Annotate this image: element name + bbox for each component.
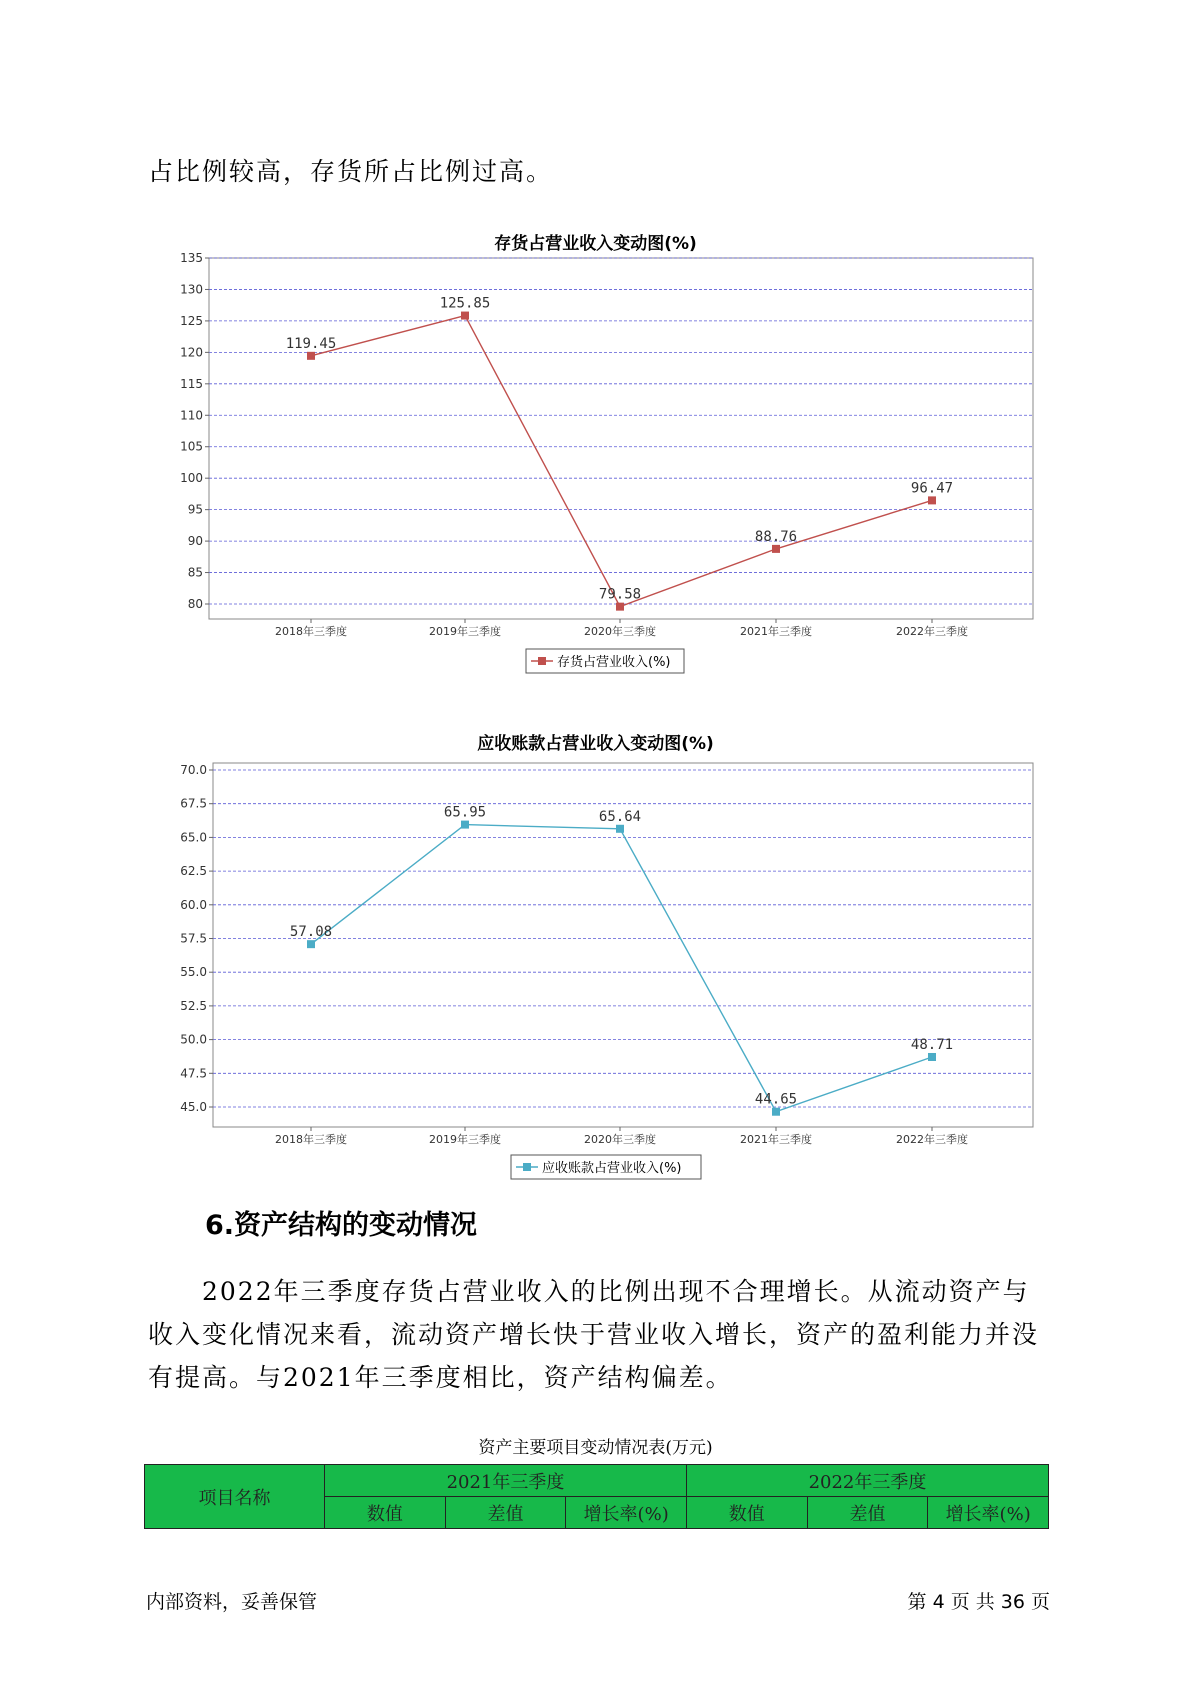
- growth-header: 增长率(%): [928, 1497, 1049, 1529]
- y-tick-label: 100: [180, 471, 203, 486]
- inventory-chart-title: 存货占营业收入变动图(%): [494, 234, 697, 254]
- y-tick-label: 47.5: [180, 1066, 207, 1081]
- period-header-2021: 2021年三季度: [325, 1465, 687, 1497]
- y-tick-label: 52.5: [180, 998, 207, 1013]
- y-tick-label: 80: [187, 597, 203, 611]
- data-label: 125.85: [439, 295, 491, 312]
- y-tick-label: 130: [180, 282, 203, 297]
- y-tick-label: 67.5: [180, 796, 207, 811]
- data-label: 65.64: [598, 808, 642, 825]
- data-point: [772, 1108, 780, 1116]
- y-tick-label: 50.0: [180, 1032, 207, 1047]
- x-tick-label: 2020年三季度: [584, 1133, 656, 1146]
- data-point: [307, 940, 315, 948]
- page-number: 第 4 页 共 36 页: [907, 1591, 1050, 1613]
- data-point: [461, 821, 469, 829]
- period-header-2022: 2022年三季度: [686, 1465, 1048, 1497]
- data-label: 79.58: [598, 586, 642, 603]
- x-tick-label: 2021年三季度: [740, 625, 812, 638]
- x-tick-label: 2019年三季度: [429, 1133, 501, 1146]
- legend-marker: [523, 1163, 531, 1171]
- y-tick-label: 105: [180, 439, 203, 454]
- data-label: 57.08: [289, 924, 333, 941]
- y-tick-label: 65.0: [180, 830, 207, 845]
- growth-header: 增长率(%): [566, 1497, 687, 1529]
- data-label: 44.65: [754, 1091, 798, 1108]
- value-header: 数值: [325, 1497, 446, 1529]
- body-paragraph: 2022年三季度存货占营业收入的比例出现不合理增长。从流动资产与收入变化情况来看，流动资产增长快于营业收入增长，资产的盈利能力并没有提高。与2021年三季度相比，资产结构偏差。: [148, 1277, 1040, 1392]
- item-name-header: 项目名称: [145, 1465, 325, 1529]
- data-point: [616, 825, 624, 833]
- y-tick-label: 85: [187, 565, 203, 580]
- value-header: 数值: [686, 1497, 807, 1529]
- x-tick-label: 2019年三季度: [429, 625, 501, 638]
- asset-change-table: [144, 1464, 1049, 1529]
- x-tick-label: 2022年三季度: [896, 625, 968, 638]
- data-label: 65.95: [443, 804, 487, 821]
- y-tick-label: 95: [187, 502, 203, 517]
- x-tick-label: 2022年三季度: [896, 1133, 968, 1146]
- y-tick-label: 70.0: [180, 763, 207, 777]
- y-tick-label: 115: [180, 376, 203, 391]
- y-tick-label: 62.5: [180, 864, 207, 879]
- diff-header: 差值: [445, 1497, 566, 1529]
- y-tick-label: 60.0: [180, 897, 207, 912]
- intro-line: 占比例较高，存货所占比例过高。: [148, 157, 554, 186]
- y-tick-label: 55.0: [180, 965, 207, 980]
- legend-label: 存货占营业收入(%): [557, 655, 671, 670]
- y-tick-label: 57.5: [180, 931, 207, 946]
- table-caption: 资产主要项目变动情况表(万元): [478, 1438, 713, 1458]
- y-tick-label: 45.0: [180, 1100, 207, 1114]
- data-label: 88.76: [754, 528, 798, 545]
- x-tick-label: 2018年三季度: [275, 1133, 347, 1146]
- y-tick-label: 120: [180, 345, 203, 360]
- data-label: 48.71: [910, 1036, 954, 1053]
- data-label: 96.47: [910, 480, 954, 497]
- x-tick-label: 2021年三季度: [740, 1133, 812, 1146]
- footer-left: 内部资料，妥善保管: [146, 1591, 318, 1613]
- y-tick-label: 125: [180, 313, 203, 328]
- y-tick-label: 135: [180, 251, 203, 265]
- y-tick-label: 110: [180, 408, 203, 423]
- data-label: 119.45: [285, 335, 337, 352]
- data-point: [928, 1053, 936, 1061]
- y-tick-label: 90: [187, 534, 203, 549]
- receivables-chart-title: 应收账款占营业收入变动图(%): [477, 734, 714, 754]
- diff-header: 差值: [807, 1497, 928, 1529]
- x-tick-label: 2020年三季度: [584, 625, 656, 638]
- section-heading: 6.资产结构的变动情况: [205, 1210, 478, 1241]
- legend-label: 应收账款占营业收入(%): [542, 1161, 682, 1176]
- x-tick-label: 2018年三季度: [275, 625, 347, 638]
